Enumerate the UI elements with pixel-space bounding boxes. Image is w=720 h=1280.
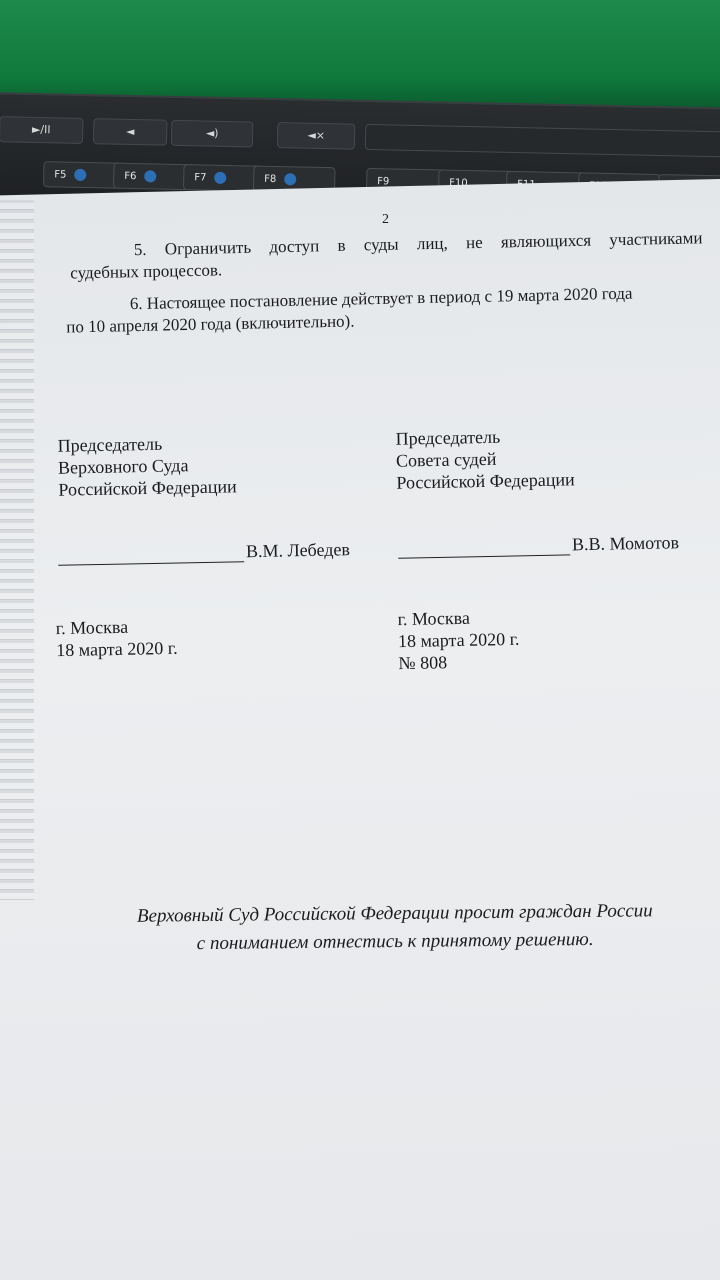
right-city: г. Москва	[397, 607, 471, 630]
item-6	[66, 281, 720, 337]
left-date: 18 марта 2020 г.	[56, 637, 178, 661]
item-6-line-1: 6. Настоящее постановление действует в период с 19 марта 2020 года	[129, 283, 633, 314]
play-pause-key: ►/II	[0, 116, 83, 144]
right-date: 18 марта 2020 г.	[397, 628, 520, 652]
f5-label: F5	[54, 169, 67, 181]
document-number: № 808	[398, 652, 448, 674]
left-title-line-1: Председатель	[57, 433, 163, 456]
item-5-line-2: судебных процессов.	[70, 260, 223, 283]
left-title-line-2: Верховного Суда	[57, 455, 189, 478]
right-signature-blank	[398, 554, 570, 558]
right-signatory-title	[395, 424, 574, 493]
item-5-line-1: 5. Ограничить доступ в суды лиц, не являющихся участниками	[133, 228, 703, 260]
notice-line-2: с пониманием отнестись к принятому решению.	[196, 928, 594, 955]
supreme-court-notice	[70, 897, 720, 960]
notice-line-1: Верховный Суд Российской Федерации просит граждан России	[136, 900, 653, 927]
left-place-date	[56, 615, 178, 661]
left-city: г. Москва	[55, 616, 129, 639]
volume-down-key: ◄	[93, 118, 168, 146]
left-signature-line	[58, 538, 350, 566]
right-signature-line	[398, 531, 679, 558]
left-signature-blank	[58, 561, 244, 566]
page-number: 2	[382, 212, 389, 227]
f9-key: F9	[366, 168, 449, 196]
item-6-line-2: по 10 апреля 2020 года (включительно).	[66, 311, 355, 337]
mute-key: ◄×	[277, 122, 356, 150]
left-signatory-name: В.М. Лебедев	[245, 539, 351, 562]
left-signatory-title	[57, 431, 236, 500]
item-5	[70, 227, 720, 283]
right-title-line-2: Совета судей	[395, 448, 497, 471]
right-title-line-3: Российской Федерации	[396, 469, 575, 493]
volume-up-key: ◄)	[171, 120, 254, 148]
right-title-line-1: Председатель	[395, 426, 501, 449]
right-signatory-name: В.В. Момотов	[571, 532, 680, 555]
f6-label: F6	[124, 170, 137, 183]
f7-label: F7	[194, 172, 207, 184]
f8-label: F8	[264, 173, 277, 186]
right-place-date	[397, 606, 520, 674]
left-title-line-3: Российской Федерации	[58, 476, 237, 500]
f10-key: F10	[438, 169, 521, 197]
